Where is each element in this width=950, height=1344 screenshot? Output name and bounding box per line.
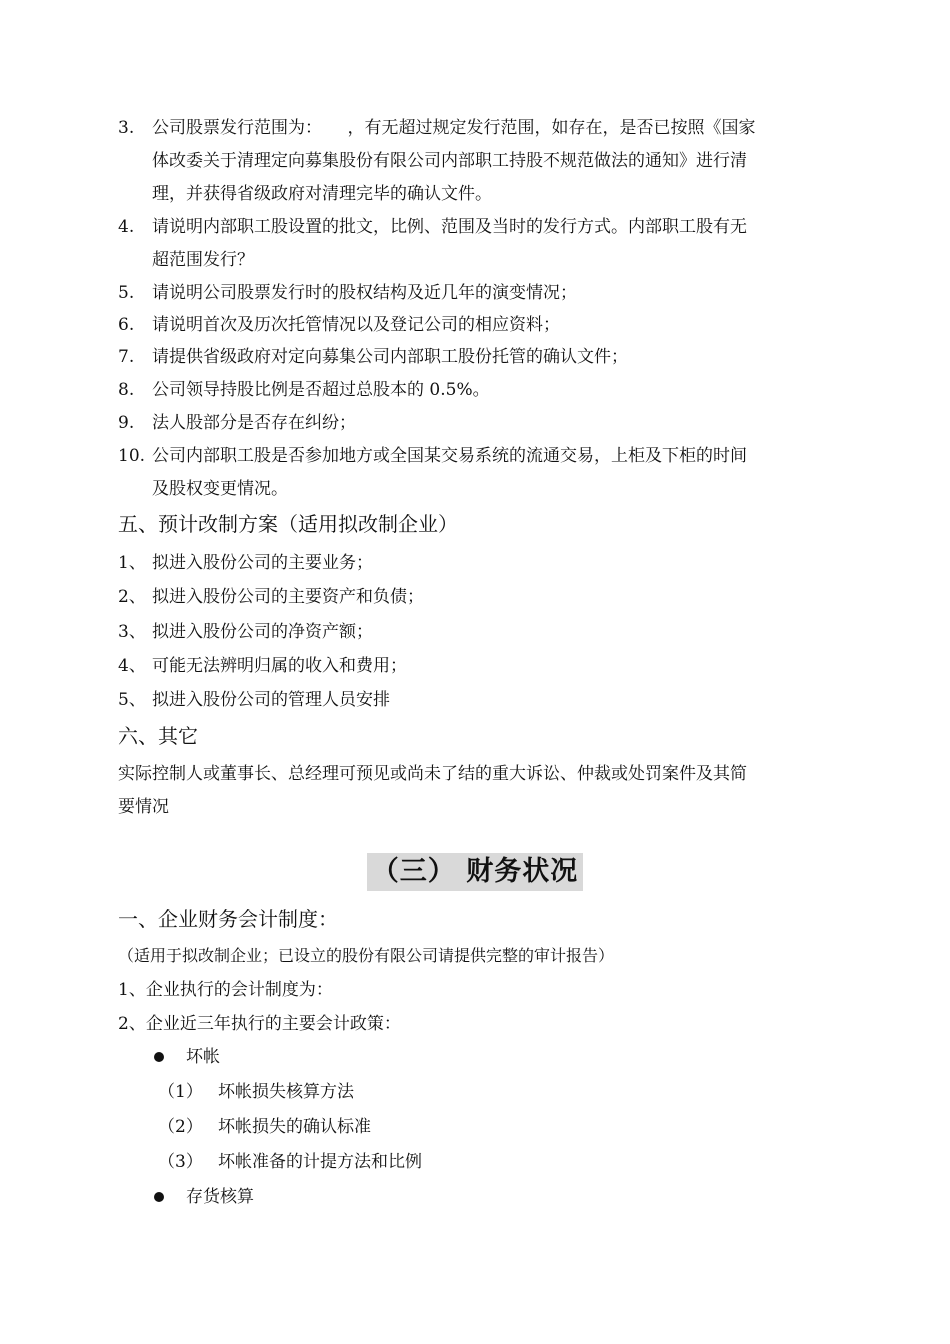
- sub-item-number: （1）: [158, 1082, 203, 1102]
- chapter-title: （三） 财务状况: [371, 856, 579, 887]
- list-item-text: 公司领导持股比例是否超过总股本的 0.5%。: [152, 380, 490, 400]
- list-item-text: 可能无法辨明归属的收入和费用；: [152, 656, 407, 676]
- list-item-text: 请提供省级政府对定向募集公司内部职工股份托管的确认文件；: [152, 347, 628, 367]
- bullet-icon: [154, 1192, 164, 1202]
- list-number: 4.: [118, 217, 135, 237]
- sub-item-number: （3）: [158, 1152, 203, 1172]
- bullet-icon: [154, 1052, 164, 1062]
- list-item-text: 体改委关于清理定向募集股份有限公司内部职工持股不规范做法的通知》进行清: [152, 151, 747, 171]
- list-item-text: 及股权变更情况。: [152, 479, 288, 499]
- paragraph-line: 2、企业近三年执行的主要会计政策：: [118, 1014, 401, 1034]
- list-number: 5.: [118, 283, 135, 303]
- list-number: 3、: [118, 622, 146, 642]
- sub-item-text: 坏帐损失的确认标准: [218, 1117, 371, 1137]
- paragraph-line: 实际控制人或董事长、总经理可预见或尚未了结的重大诉讼、仲裁或处罚案件及其简: [118, 764, 747, 784]
- list-item-text: 法人股部分是否存在纠纷；: [152, 413, 356, 433]
- sub-item-text: 坏帐损失核算方法: [218, 1082, 354, 1102]
- list-number: 5、: [118, 690, 146, 710]
- section-heading: 五、预计改制方案（适用拟改制企业）: [118, 512, 458, 536]
- list-number: 3.: [118, 118, 135, 138]
- sub-item-text: 坏帐准备的计提方法和比例: [218, 1152, 422, 1172]
- paragraph-line: 1、企业执行的会计制度为：: [118, 980, 333, 1000]
- chapter-title-box: [367, 853, 583, 891]
- section-heading: 一、企业财务会计制度：: [118, 907, 338, 931]
- list-number: 8.: [118, 380, 135, 400]
- list-number: 6.: [118, 315, 135, 335]
- list-item-text: 拟进入股份公司的主要业务；: [152, 553, 373, 573]
- section-heading: 六、其它: [118, 724, 198, 748]
- list-item-text: 理，并获得省级政府对清理完毕的确认文件。: [152, 184, 492, 204]
- list-number: 7.: [118, 347, 135, 367]
- list-item-text: 请说明公司股票发行时的股权结构及近几年的演变情况；: [152, 283, 577, 303]
- list-item-text: 请说明内部职工股设置的批文，比例、范围及当时的发行方式。内部职工股有无: [152, 217, 747, 237]
- list-item-text: 拟进入股份公司的管理人员安排: [152, 690, 390, 710]
- paragraph-line: 要情况: [118, 797, 169, 817]
- bullet-item-text: 存货核算: [186, 1187, 254, 1207]
- list-number: 1、: [118, 553, 146, 573]
- list-item-text: 超范围发行？: [152, 250, 254, 270]
- section-note: （适用于拟改制企业；已设立的股份有限公司请提供完整的审计报告）: [118, 946, 615, 965]
- list-number: 4、: [118, 656, 146, 676]
- list-item-text: 公司股票发行范围为： ，有无超过规定发行范围，如存在，是否已按照《国家: [152, 118, 756, 138]
- list-item-text: 拟进入股份公司的主要资产和负债；: [152, 587, 424, 607]
- list-number: 10.: [118, 446, 146, 466]
- list-number: 9.: [118, 413, 135, 433]
- list-item-text: 拟进入股份公司的净资产额；: [152, 622, 373, 642]
- list-item-text: 公司内部职工股是否参加地方或全国某交易系统的流通交易，上柜及下柜的时间: [152, 446, 747, 466]
- list-number: 2、: [118, 587, 146, 607]
- list-item-text: 请说明首次及历次托管情况以及登记公司的相应资料；: [152, 315, 560, 335]
- sub-item-number: （2）: [158, 1117, 203, 1137]
- bullet-item-text: 坏帐: [186, 1047, 220, 1067]
